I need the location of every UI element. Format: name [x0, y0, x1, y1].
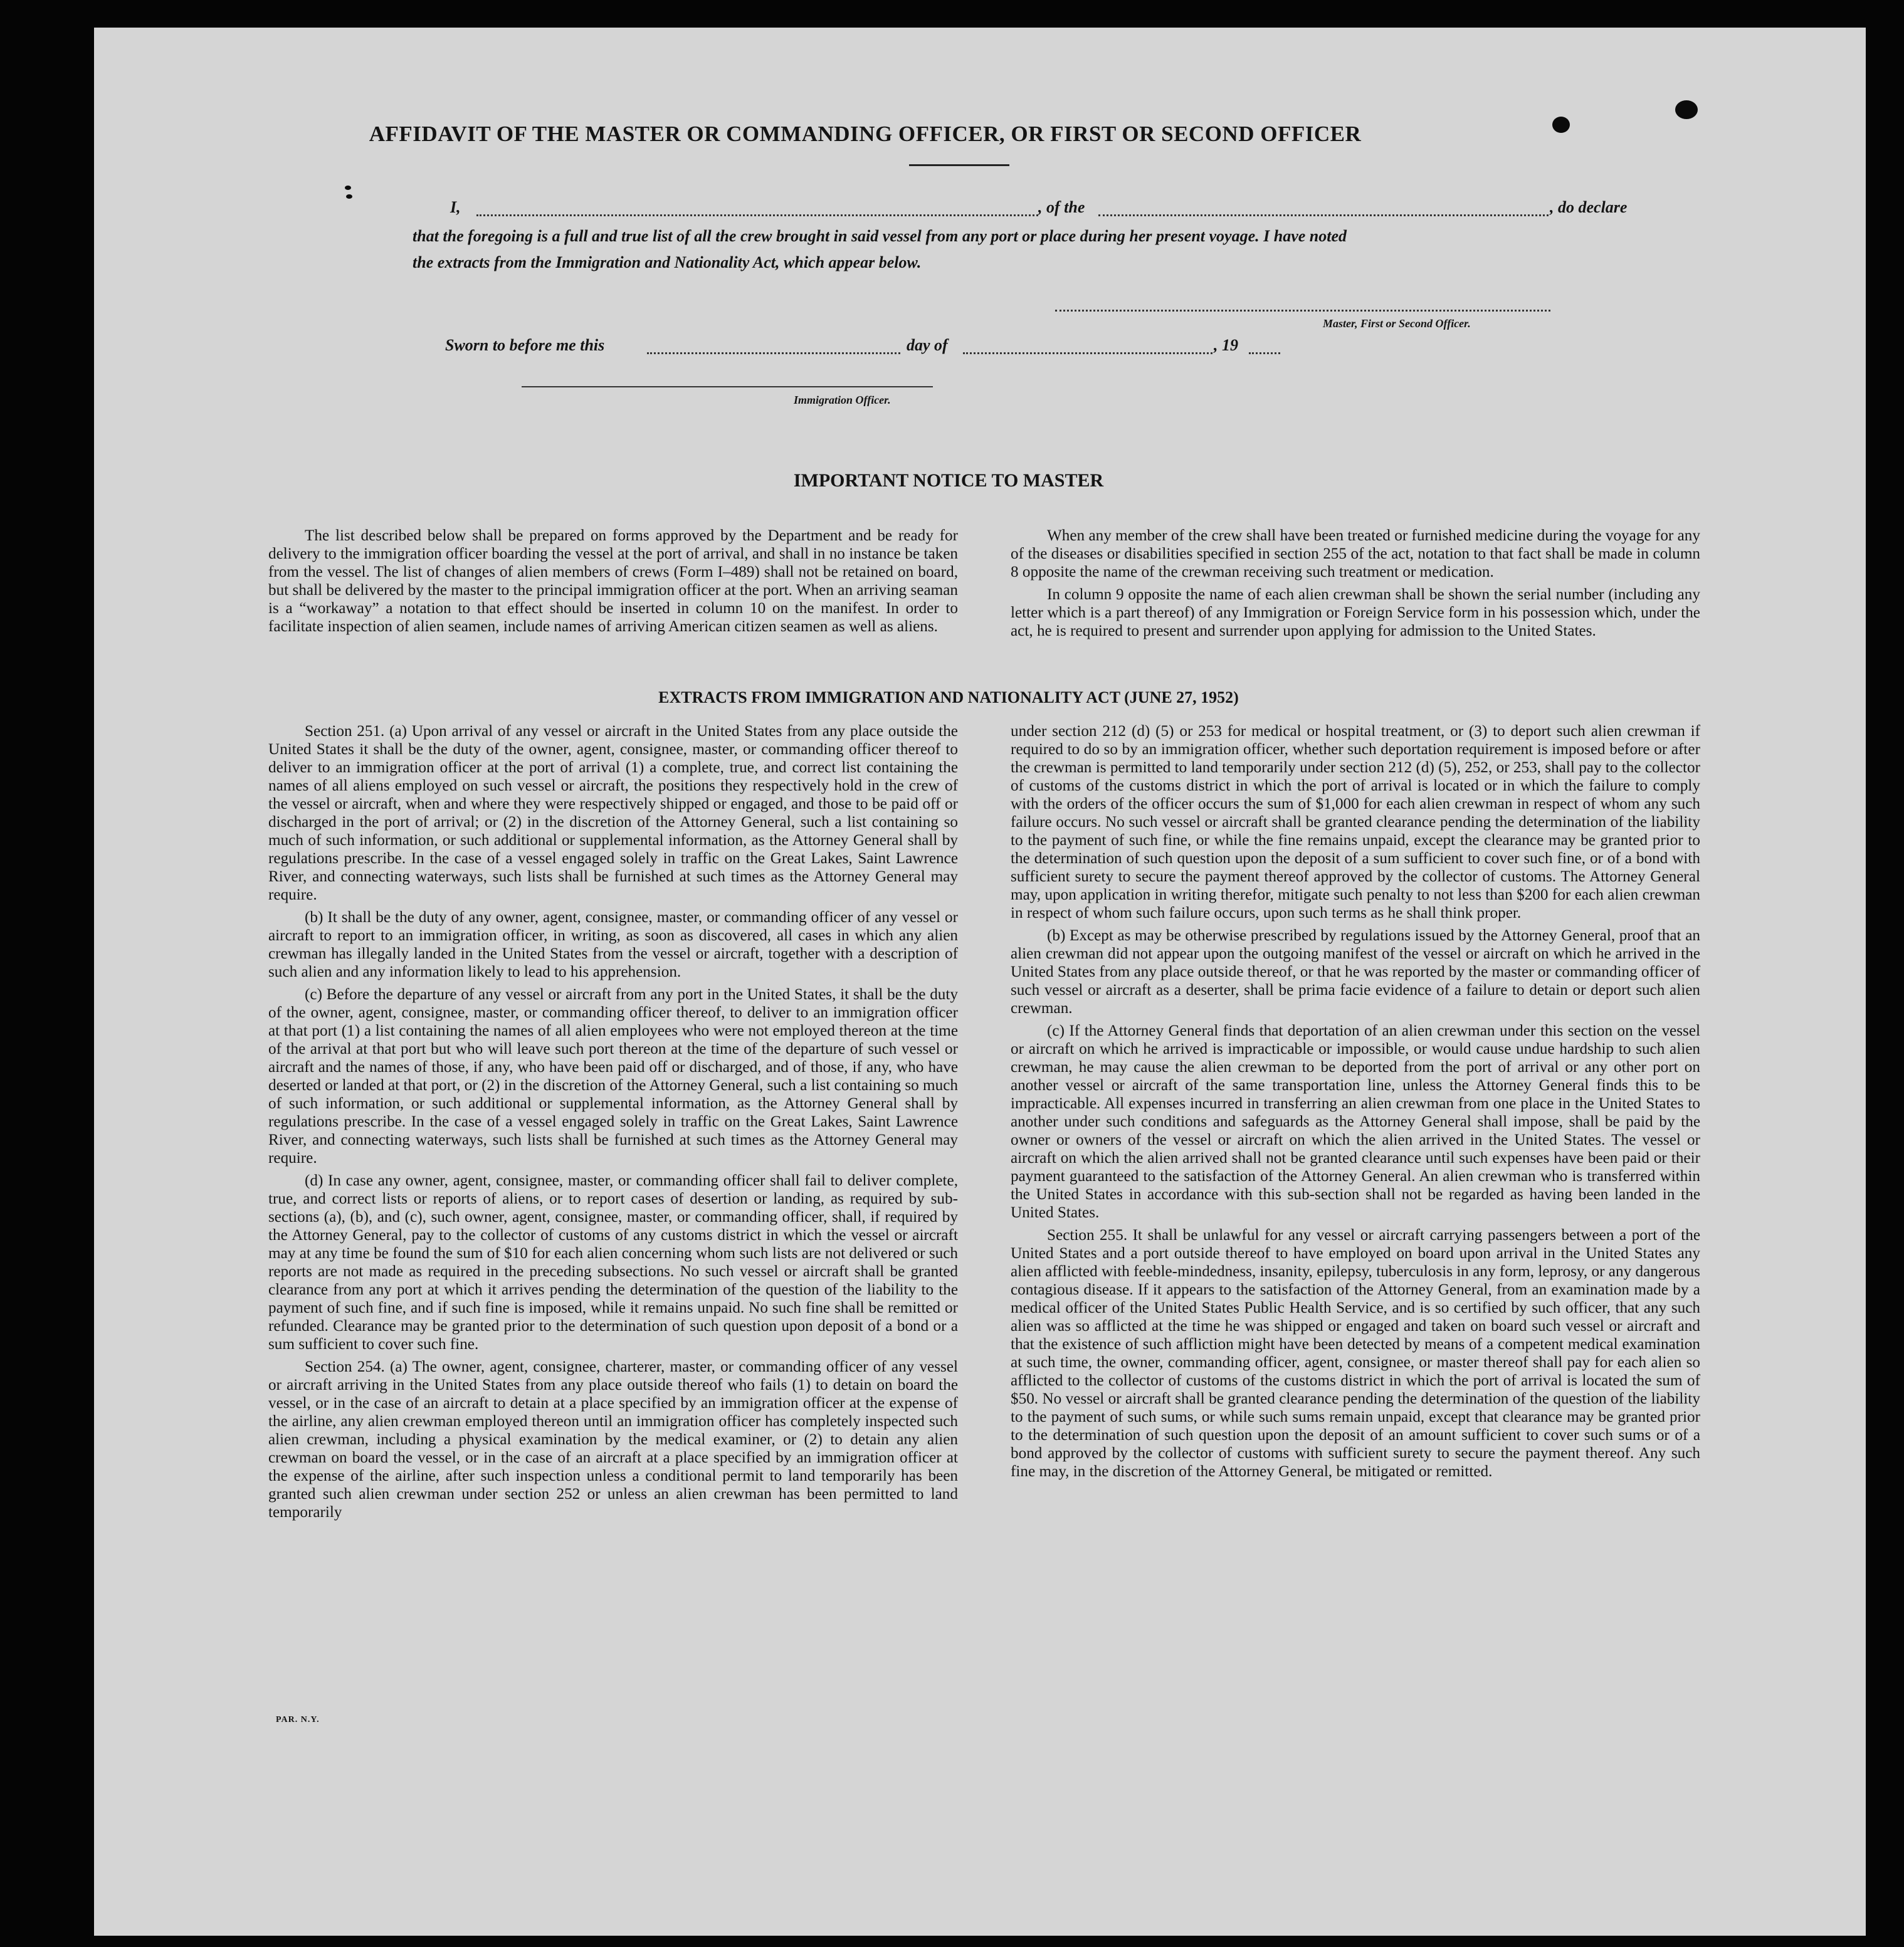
year-label: , 19	[1214, 336, 1238, 354]
notice-left-column	[268, 527, 958, 640]
of-the-label: , of the	[1038, 198, 1085, 216]
immigration-officer-signature-line[interactable]	[522, 386, 933, 387]
immigration-officer-label: Immigration Officer.	[794, 394, 891, 406]
notice-right-paragraph-1: When any member of the crew shall have been treated or furnished medicine during the voyage for any of the diseases or disabilities specified in section 255 of the act, notation to that fact shall be made in column 8 opposite the name of the crewman receiving such treatment or medication.	[1011, 527, 1700, 580]
affidavit-title: AFFIDAVIT OF THE MASTER OR COMMANDING OFFICER, OR FIRST OR SECOND OFFICER	[369, 122, 1362, 146]
do-declare-label: , do declare	[1550, 198, 1628, 216]
section-254b: (b) Except as may be otherwise prescribed by regulations issued by the Attorney General, proof that an alien crewman did not appear upon the outgoing manifest of the vessel or aircraft on which he arrived in the United States from any place outside thereof, or that he was reported by the master or commanding officer of such vessel or aircraft as a deserter, shall be prima facie evidence of a failure to detain or deport such alien crewman.	[1011, 927, 1700, 1017]
affidavit-i-label: I,	[450, 198, 461, 216]
extracts-left-column	[268, 722, 958, 1526]
title-underline	[909, 164, 1009, 166]
section-254c: (c) If the Attorney General finds that deportation of an alien crewman under this section on the vessel or aircraft on which he arrived is impracticable or impossible, or would cause undue hardship to such alien crewman, he may cause the alien crewman to be deported from the port of arrival or any other port on another vessel or aircraft of the same transportation line, unless the Attorney General finds this to be impracticable. All expenses incurred in transferring an alien crewman from one place in the United States to another under such conditions and safeguards as the Attorney General shall impose, shall be paid by the owner or owners of the vessel or aircraft on which the alien arrived in the United States. The vessel or aircraft on which the alien arrived shall not be granted clearance until such expenses have been paid or their payment guaranteed to the satisfaction of the Attorney General. An alien crewman who is transferred within the United States in accordance with this sub-section shall not be regarded as having been landed in the United States.	[1011, 1022, 1700, 1221]
ink-spot-mark	[1552, 117, 1570, 133]
vessel-name-blank[interactable]	[1098, 214, 1549, 216]
sworn-day-blank[interactable]	[647, 352, 900, 354]
notice-right-column	[1011, 527, 1700, 644]
section-251c: (c) Before the departure of any vessel or aircraft from any port in the United States, it shall be the duty of the owner, agent, consignee, master, or commanding officer thereof, to deliver to an immigration officer at that port (1) a list containing the names of all alien employees who were not employed thereon at the time of the arrival at that port but who will leave such port thereon at the time of the departure of such vessel or aircraft and the names of those, if any, who have been paid off or discharged, and of those, if any, who have deserted or landed at that port, or (2) in the discretion of the Attorney General, such a list containing so much of such information, or such additional or supplemental information, as the Attorney General shall by regulations prescribe. In the case of a vessel engaged solely in traffic on the Great Lakes, Saint Lawrence River, and connecting waterways, such lists shall be furnished at such times as the Attorney General may require.	[268, 986, 958, 1167]
master-signature-line[interactable]	[1055, 310, 1550, 312]
notice-right-paragraph-2: In column 9 opposite the name of each alien crewman shall be shown the serial number (including any letter which is a part thereof) of any Immigration or Foreign Service form in his possession which, under the act, he is required to present and surrender upon applying for admission to the United States.	[1011, 586, 1700, 639]
notice-title: IMPORTANT NOTICE TO MASTER	[793, 470, 1104, 491]
master-signature-label: Master, First or Second Officer.	[1323, 317, 1471, 330]
notice-left-paragraph: The list described below shall be prepared on forms approved by the Department and be ready for delivery to the immigration officer boarding the vessel at the port of arrival, and shall in no instance be taken from the vessel. The list of changes of alien members of crews (Form I–489) shall not be retained on board, but shall be delivered by the master to the principal immigration officer at the port. When an arriving seaman is a “workaway” a notation to that effect should be inserted in column 10 on the manifest. In order to facilitate inspection of alien seamen, include names of arriving American citizen seamen as well as aliens.	[268, 527, 958, 635]
sworn-label: Sworn to before me this	[445, 336, 605, 354]
form-sheet	[94, 28, 1866, 1936]
section-251a: Section 251. (a) Upon arrival of any vessel or aircraft in the United States from any place outside the United States it shall be the duty of the owner, agent, consignee, master, or commanding officer thereof to deliver to an immigration officer at the port of arrival (1) a complete, true, and correct list containing the names of all aliens employed on such vessel or aircraft, the positions they respectively hold in the crew of the vessel or aircraft, when and where they were respectively shipped or engaged, and those to be paid off or discharged in the port of arrival; or (2) in the discretion of the Attorney General, such a list containing so much of such information, or such additional or supplemental information, as the Attorney General shall by regulations prescribe. In the case of a vessel engaged solely in traffic on the Great Lakes, Saint Lawrence River, and connecting waterways, such lists shall be furnished at such times as the Attorney General may require.	[268, 723, 958, 903]
ink-spot-mark	[1675, 100, 1698, 119]
section-254a-continued: under section 212 (d) (5) or 253 for medical or hospital treatment, or (3) to deport such alien crewman if required to do so by an immigration officer, whether such deportation requirement is imposed before or after the crewman is permitted to land temporarily under section 212 (d) (5), 252, or 253, shall pay to the collector of customs of the customs district in which the port of arrival is located or in which the failure to comply with the orders of the officer occurs the sum of $1,000 for each alien crewman in respect of whom any such failure occurs. No such vessel or aircraft shall be granted clearance pending the determination of the liability to the payment of such fine, or while the fine remains unpaid, except the clearance may be granted prior to the determination of such question upon the deposit of a sum sufficient to cover such fine, or of a bond with sufficient surety to secure the payment thereof approved by the collector of customs. The Attorney General may, upon application in writing therefor, mitigate such penalty to not less than $200 for each alien crewman in respect of whom such failure occurs, upon such terms as he shall think proper.	[1011, 723, 1700, 921]
day-of-label: day of	[907, 336, 948, 354]
affidavit-extracts-line: the extracts from the Immigration and Nationality Act, which appear below.	[413, 253, 922, 271]
section-251b: (b) It shall be the duty of any owner, agent, consignee, master, or commanding officer of any vessel or aircraft to report to an immigration officer, in writing, as soon as discovered, all cases in which any alien crewman has illegally landed in the United States from the vessel or aircraft, together with a description of such alien and any information likely to lead to his apprehension.	[268, 909, 958, 980]
ink-spot-mark	[345, 186, 351, 190]
declarant-name-blank[interactable]	[476, 214, 1038, 216]
affidavit-declaration-line: that the foregoing is a full and true list of all the crew brought in said vessel from any port or place during her present voyage. I have noted	[413, 227, 1347, 245]
section-254a: Section 254. (a) The owner, agent, consignee, charterer, master, or commanding officer of any vessel or aircraft arriving in the United States from any place outside thereof who fails (1) to detain on board the vessel, or in the case of an aircraft to detain at a place specified by an immigration officer at the expense of the airline, any alien crewman employed thereon until an immigration officer has completely inspected such alien crewman, including a physical examination by the medical examiner, or (2) to detain any alien crewman on board the vessel, or in the case of an aircraft at a place specified by an immigration officer at the expense of the airline, after such inspection unless a conditional permit to land temporarily has been granted such alien crewman under section 252 or unless an alien crewman has been permitted to land temporarily	[268, 1358, 958, 1521]
ink-spot-mark	[346, 194, 352, 199]
extracts-title: EXTRACTS FROM IMMIGRATION AND NATIONALITY ACT (JUNE 27, 1952)	[658, 688, 1239, 706]
printer-mark: PAR. N.Y.	[276, 1715, 320, 1724]
section-255: Section 255. It shall be unlawful for any vessel or aircraft carrying passengers between a port of the United States and a port outside thereof to have employed on board upon arrival in the United States any alien afflicted with feeble-mindedness, insanity, epilepsy, tuberculosis in any form, leprosy, or any dangerous contagious disease. If it appears to the satisfaction of the Attorney General, from an examination made by a medical officer of the United States Public Health Service, and is so certified by such officer, that any such alien was so afflicted at the time he was shipped or engaged and taken on board such vessel or aircraft and that the existence of such affliction might have been detected by means of a competent medical examination at such time, the owner, commanding officer, agent, consignee, or master thereof shall pay for each alien so afflicted to the collector of customs of the customs district in which the port of arrival is located the sum of $50. No vessel or aircraft shall be granted clearance pending the determination of the question of the liability to the payment of such sums, or while such sums remain unpaid, except that clearance may be granted prior to the determination of such question upon the deposit of an amount sufficient to cover such sums or of a bond approved by the collector of customs with sufficient surety to secure the payment thereof. Any such fine may, in the discretion of the Attorney General, be mitigated or remitted.	[1011, 1227, 1700, 1480]
section-251d: (d) In case any owner, agent, consignee, master, or commanding officer shall fail to deliver complete, true, and correct lists or reports of aliens, or to report cases of desertion or landing, as required by sub-sections (a), (b), and (c), such owner, agent, consignee, master, or commanding officer, shall, if required by the Attorney General, pay to the collector of customs of any customs district in which the vessel or aircraft may at any time be found the sum of $10 for each alien concerning whom such lists are not delivered or such reports are not made as required in the preceding subsections. No such vessel or aircraft shall be granted clearance from any port at which it arrives pending the determination of the question of the liability to the payment of such fine, and if such fine is imposed, while it remains unpaid. No such fine shall be remitted or refunded. Clearance may be granted prior to the determination of such question upon deposit of a bond or a sum sufficient to cover such fine.	[268, 1172, 958, 1353]
sworn-year-blank[interactable]	[1249, 352, 1280, 354]
extracts-right-column	[1011, 722, 1700, 1485]
sworn-month-blank[interactable]	[963, 352, 1212, 354]
